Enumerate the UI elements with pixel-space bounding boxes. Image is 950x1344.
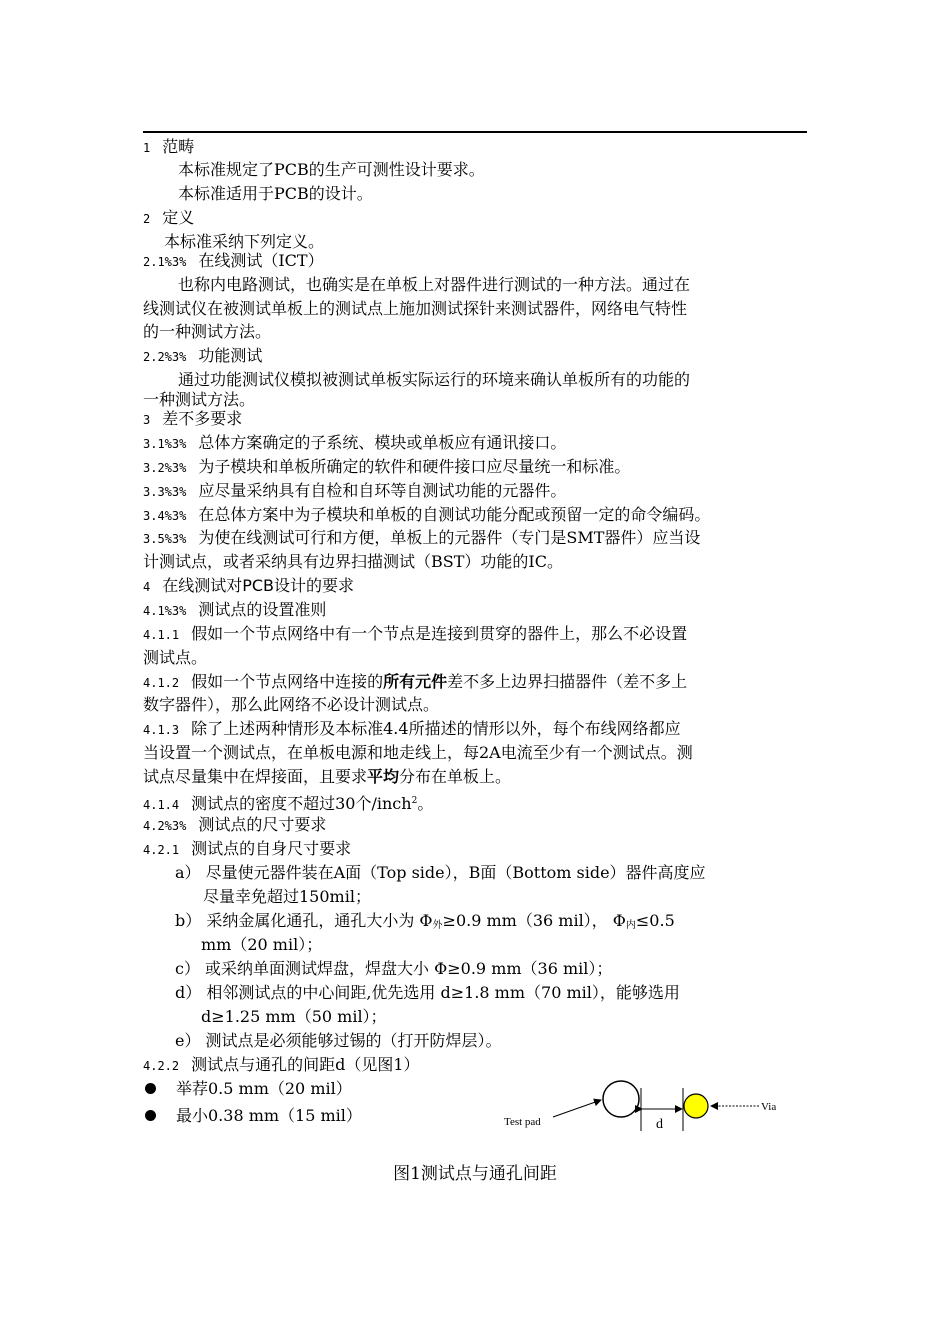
distance-label: d: [656, 1117, 663, 1132]
bullet-icon: [145, 1110, 156, 1121]
subsection-heading: 4.1%3% 测试点的设置准则: [143, 600, 327, 619]
subsection-heading: 4.2%3% 测试点的尺寸要求: [143, 815, 327, 834]
bullet-icon: [145, 1083, 156, 1094]
header-rule: [143, 131, 807, 133]
list-item-b-line: mm（20 mil）；: [201, 935, 323, 954]
list-item-a: a） 尽量使元器件装在A面（Top side），B面（Bottom side）器件高度应: [175, 863, 706, 882]
test-pad-label: Test pad: [504, 1116, 541, 1128]
subsection-heading: 4.2.1 测试点的自身尺寸要求: [143, 839, 352, 858]
paragraph: 本标准适用于PCB的设计。: [178, 184, 373, 203]
test-pad-circle: [603, 1081, 639, 1117]
via-circle: [684, 1094, 708, 1118]
paragraph-line: 通过功能测试仪模拟被测试单板实际运行的环境来确认单板所有的功能的: [178, 370, 691, 389]
clause: 4.1.1 假如一个节点网络中有一个节点是连接到贯穿的器件上，那么不必设置: [143, 624, 688, 643]
section-2-heading: 2 定义: [143, 208, 195, 227]
paragraph-line: 的一种测试方法。: [143, 322, 272, 341]
subsection-heading: 2.1%3% 在线测试（ICT）: [143, 251, 324, 270]
clause: 4.1.3 除了上述两种情形及本标准4.4所描述的情形以外，每个布线网络都应: [143, 719, 681, 738]
list-item-e: e） 测试点是必须能够过锡的（打开防焊层）。: [175, 1031, 502, 1050]
list-item-d: d） 相邻测试点的中心间距,优先选用 d≥1.8 mm（70 mil），能够选用: [175, 983, 680, 1002]
list-item-b: b） 采纳金属化通孔，通孔大小为 $\Phi_外\ge 0.9$ mm（36 mil）， $\Phi_内\le 0.5$: [175, 911, 675, 931]
bullet-item: 最小0.38 mm（15 mil）: [145, 1106, 362, 1126]
clause: 3.1%3% 总体方案确定的子系统、模块或单板应有通讯接口。: [143, 433, 567, 452]
clause-line: 测试点。: [143, 648, 208, 667]
paragraph-line: 一种测试方法。: [143, 390, 256, 409]
figure-1: [495, 1074, 795, 1138]
clause-line: 计测试点，或者采纳具有边界扫描测试（BST）功能的IC。: [143, 552, 563, 571]
clause-line: 当设置一个测试点，在单板电源和地走线上，每2A电流至少有一个测试点。测: [143, 743, 693, 762]
subsection-heading: 4.2.2 测试点与通孔的间距d（见图1）: [143, 1055, 420, 1074]
section-4-heading: 4 在线测试对PCB设计的要求: [143, 576, 355, 595]
clause: 3.5%3% 为使在线测试可行和方便，单板上的元器件（专门是SMT器件）应当设: [143, 528, 701, 547]
list-item-d-line: d≥1.25 mm（50 mil）；: [201, 1007, 387, 1026]
paragraph: 本标准采纳下列定义。: [164, 232, 325, 251]
list-item-a-line: 尽量幸免超过150mil；: [203, 887, 371, 906]
paragraph: 本标准规定了PCB的生产可测性设计要求。: [178, 160, 485, 179]
section-3-heading: 3 差不多要求: [143, 409, 243, 428]
clause: 3.3%3% 应尽量采纳具有自检和自环等自测试功能的元器件。: [143, 481, 567, 500]
paragraph-line: 线测试仪在被测试单板上的测试点上施加测试探针来测试器件，网络电气特性: [143, 299, 688, 318]
bullet-item: 举荐0.5 mm（20 mil）: [145, 1079, 352, 1099]
clause-line: 数字器件），那么此网络不必设计测试点。: [143, 695, 440, 714]
clause: 4.1.4 测试点的密度不超过30个/inch$^2$。: [143, 794, 434, 813]
test-pad-arrow: [553, 1100, 601, 1117]
clause: 3.4%3% 在总体方案中为子模块和单板的自测试功能分配或预留一定的命令编码。: [143, 505, 711, 524]
clause-line: 试点尽量集中在焊接面，且要求平均分布在单板上。: [143, 767, 512, 786]
clause: 4.1.2 假如一个节点网络中连接的所有元件差不多上边界扫描器件（差不多上: [143, 672, 688, 691]
paragraph-line: 也称内电路测试，也确实是在单板上对器件进行测试的一种方法。通过在: [178, 275, 691, 294]
via-label: Via: [761, 1101, 777, 1113]
section-1-heading: 1 范畴: [143, 137, 195, 156]
clause: 3.2%3% 为子模块和单板所确定的软件和硬件接口应尽量统一和标准。: [143, 457, 631, 476]
figure-caption: 图1测试点与通孔间距: [393, 1164, 557, 1184]
subsection-heading: 2.2%3% 功能测试: [143, 346, 263, 365]
list-item-c: c） 或采纳单面测试焊盘，焊盘大小 Φ≥0.9 mm（36 mil）；: [175, 959, 613, 978]
